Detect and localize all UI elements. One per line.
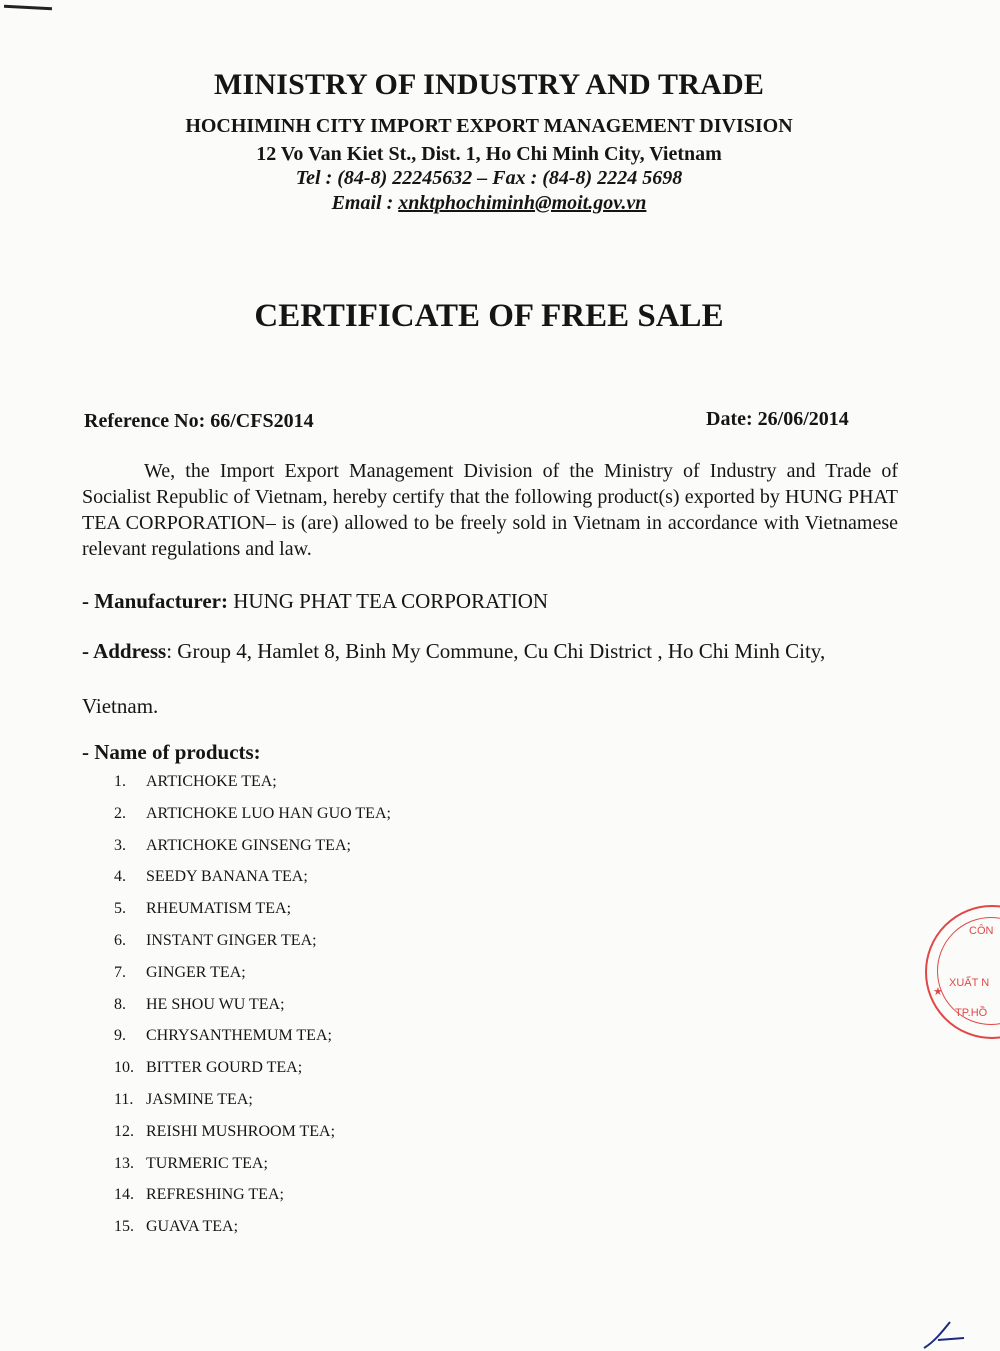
scan-mark bbox=[4, 5, 52, 11]
stamp-bottom-text: TP.HỒ bbox=[955, 1007, 988, 1019]
address-label: - Address bbox=[82, 639, 167, 663]
certification-paragraph: We, the Import Export Management Division of the Ministry of Industry and Trade of Socialist Republic of Vietnam, hereby certify that the following product(s) exported by HUNG PHAT TEA CORPORATION– is (are) allowed to be freely sold in Vietnam in accordance with Vietnamese relevant regulations and law. bbox=[82, 460, 898, 560]
list-item: 6. INSTANT GINGER TEA; bbox=[114, 931, 317, 949]
stamp-middle-text: XUẤT N bbox=[949, 977, 990, 989]
product-list bbox=[114, 773, 391, 1250]
division-name: HOCHIMINH CITY IMPORT EXPORT MANAGEMENT DIVISION bbox=[185, 115, 793, 137]
email-label: Email : bbox=[331, 192, 399, 214]
ministry-title: MINISTRY OF INDUSTRY AND TRADE bbox=[213, 68, 765, 101]
list-item: 3. ARTICHOKE GINSENG TEA; bbox=[114, 836, 351, 854]
list-item: 10. BITTER GOURD TEA; bbox=[114, 1059, 303, 1077]
manufacturer-value: HUNG PHAT TEA CORPORATION bbox=[228, 589, 549, 613]
tel-fax: Tel : (84-8) 22245632 – Fax : (84-8) 2224 5698 bbox=[295, 167, 683, 189]
list-item: 1. ARTICHOKE TEA; bbox=[114, 773, 277, 790]
signature-mark bbox=[920, 1318, 980, 1351]
list-item: 5. RHEUMATISM TEA; bbox=[114, 900, 292, 918]
division-address: 12 Vo Van Kiet St., Dist. 1, Ho Chi Minh City, Vietnam bbox=[256, 143, 722, 165]
address-field bbox=[82, 639, 825, 664]
manufacturer-field bbox=[82, 589, 548, 614]
certificate-title: CERTIFICATE OF FREE SALE bbox=[254, 298, 724, 334]
address-value: : Group 4, Hamlet 8, Binh My Commune, Cu Chi District , Ho Chi Minh City, bbox=[166, 639, 826, 663]
official-stamp bbox=[925, 905, 1000, 1039]
list-item: 8. HE SHOU WU TEA; bbox=[114, 995, 285, 1013]
issue-date: Date: 26/06/2014 bbox=[706, 408, 849, 430]
address-continuation: Vietnam. bbox=[82, 694, 159, 718]
star-icon: ★ bbox=[933, 986, 943, 998]
list-item: 13. TURMERIC TEA; bbox=[114, 1154, 268, 1172]
email-line bbox=[0, 192, 978, 215]
list-item: 12. REISHI MUSHROOM TEA; bbox=[114, 1122, 336, 1140]
stamp-top-text: CÔN bbox=[969, 925, 994, 937]
email-link[interactable]: xnktphochiminh@moit.gov.vn bbox=[398, 192, 647, 214]
list-item: 4. SEEDY BANANA TEA; bbox=[114, 868, 308, 886]
manufacturer-label: - Manufacturer: bbox=[82, 589, 228, 613]
list-item: 14. REFRESHING TEA; bbox=[114, 1186, 284, 1204]
products-label: - Name of products: bbox=[82, 740, 261, 764]
list-item: 11. JASMINE TEA; bbox=[114, 1090, 253, 1108]
list-item: 7. GINGER TEA; bbox=[114, 963, 246, 981]
list-item: 2. ARTICHOKE LUO HAN GUO TEA; bbox=[114, 804, 391, 822]
list-item: 9. CHRYSANTHEMUM TEA; bbox=[114, 1027, 332, 1045]
list-item: 15. GUAVA TEA; bbox=[114, 1218, 239, 1236]
reference-number: Reference No: 66/CFS2014 bbox=[84, 410, 314, 432]
